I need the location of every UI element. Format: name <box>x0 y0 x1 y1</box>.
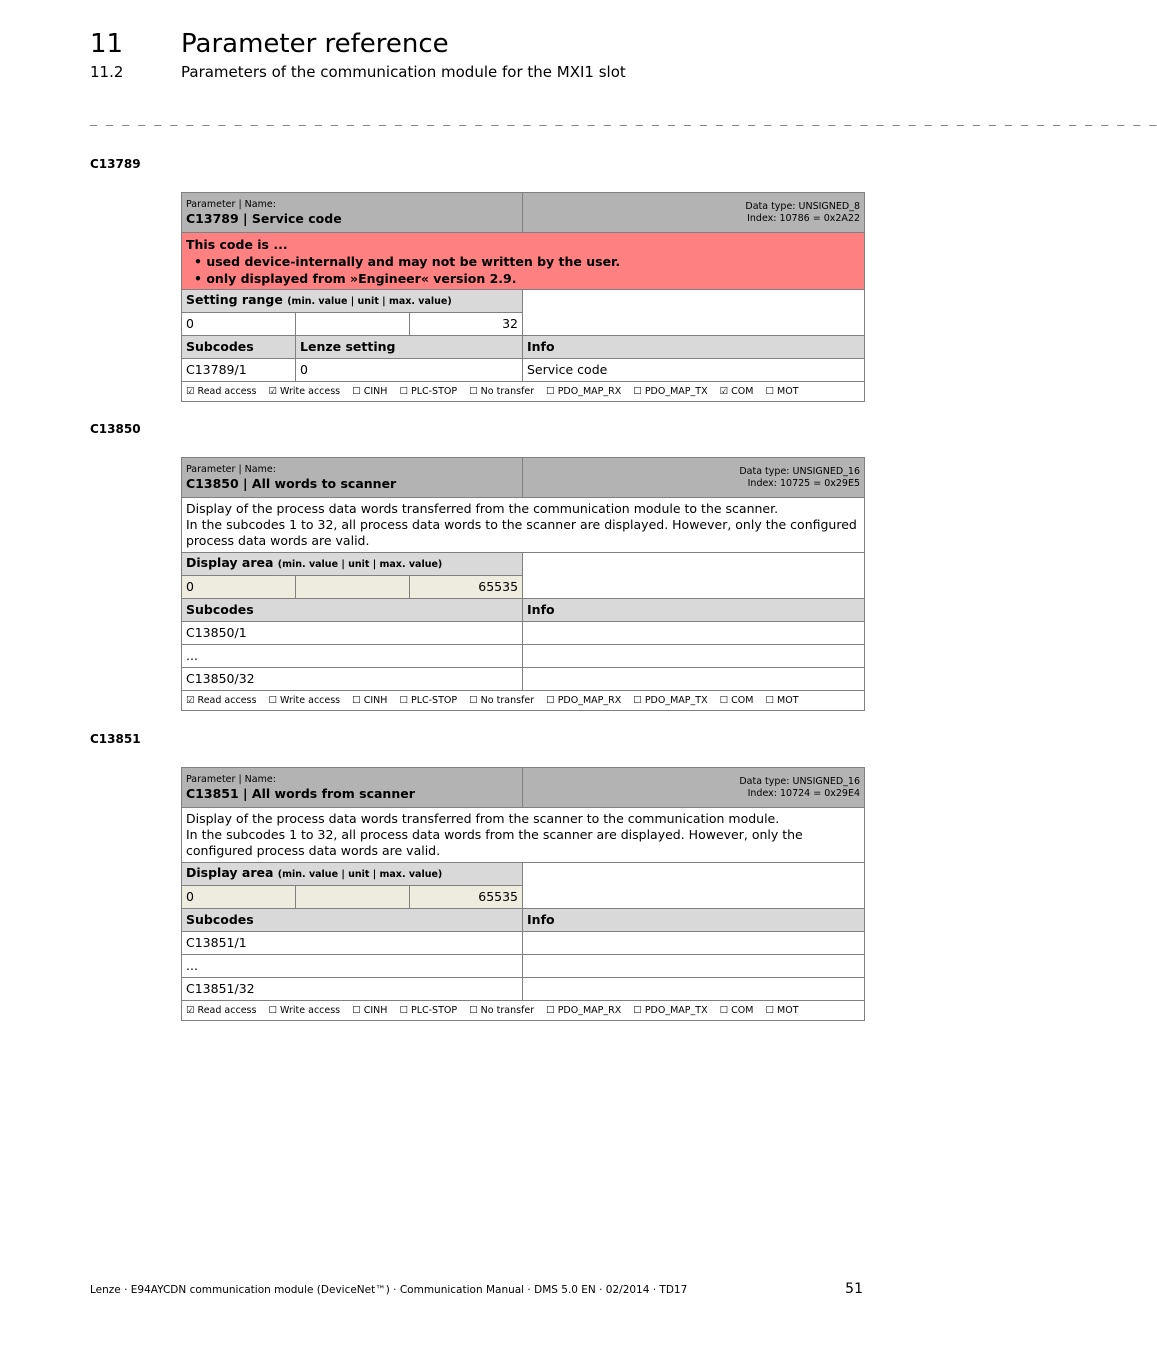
col-subcodes: Subcodes <box>182 909 523 932</box>
warning-title: This code is ... <box>186 236 288 252</box>
flag-no-transfer: ☐ No transfer <box>469 386 535 397</box>
description-row <box>182 498 865 553</box>
table-row <box>182 955 865 978</box>
flag-com: ☐ COM <box>719 1005 754 1016</box>
param-label: Parameter | Name: <box>186 198 276 210</box>
range-label-row <box>182 553 865 576</box>
description-text: Display of the process data words transferred from the scanner to the communication module. <box>186 811 780 826</box>
footer-text: Lenze · E94AYCDN communication module (DeviceNet™) · Communication Manual · DMS 5.0 EN · 02/2014 · TD17 <box>90 1284 688 1296</box>
flag-no-transfer: ☐ No transfer <box>469 695 535 706</box>
range-max: 32 <box>410 313 523 336</box>
range-max: 65535 <box>410 886 523 909</box>
flag-pdo-map-rx: ☐ PDO_MAP_RX <box>546 386 622 397</box>
chapter-title: Parameter reference <box>181 29 449 59</box>
col-info: Info <box>523 909 865 932</box>
chapter-number: 11 <box>90 29 124 59</box>
lenze-setting: 0 <box>296 359 523 382</box>
col-subcodes: Subcodes <box>182 336 296 359</box>
table-row <box>182 668 865 691</box>
flag-mot: ☐ MOT <box>765 386 799 397</box>
description-text: Display of the process data words transferred from the communication module to the scanner. <box>186 501 779 516</box>
param-table-c13850 <box>181 457 865 711</box>
description-row <box>182 808 865 863</box>
range-hint: (min. value | unit | max. value) <box>287 296 452 307</box>
data-type: Data type: UNSIGNED_8 <box>745 200 860 212</box>
flag-write-access: ☐ Write access <box>268 695 341 706</box>
flag-pdo-map-tx: ☐ PDO_MAP_TX <box>633 386 708 397</box>
range-label: Display area <box>186 555 274 570</box>
param-header-row <box>182 458 865 498</box>
flags-row <box>182 691 865 711</box>
range-hint: (min. value | unit | max. value) <box>277 869 443 880</box>
subcode-header-row <box>182 599 865 622</box>
flag-cinh: ☐ CINH <box>352 386 388 397</box>
subcode-header-row <box>182 909 865 932</box>
flag-com: ☑ COM <box>719 386 754 397</box>
range-max: 65535 <box>410 576 523 599</box>
table-row <box>182 978 865 1001</box>
param-name: C13850 | All words to scanner <box>186 475 397 491</box>
flag-plc-stop: ☐ PLC-STOP <box>399 1005 458 1016</box>
param-header-row <box>182 193 865 233</box>
param-index: Index: 10724 = 0x29E4 <box>747 787 861 799</box>
subcode-header-row <box>182 336 865 359</box>
data-type: Data type: UNSIGNED_16 <box>739 465 861 477</box>
flag-cinh: ☐ CINH <box>352 695 388 706</box>
subcode-info <box>523 622 865 645</box>
flag-write-access: ☐ Write access <box>268 1005 341 1016</box>
warning-row <box>182 233 865 290</box>
range-label-row <box>182 863 865 886</box>
section-title: Parameters of the communication module for the MXI1 slot <box>181 63 626 81</box>
param-table-c13851 <box>181 767 865 1021</box>
param-name: C13851 | All words from scanner <box>186 785 415 801</box>
flag-pdo-map-rx: ☐ PDO_MAP_RX <box>546 695 622 706</box>
col-info: Info <box>523 336 865 359</box>
param-index: Index: 10786 = 0x2A22 <box>747 212 860 224</box>
range-label: Display area <box>186 865 274 880</box>
col-subcodes: Subcodes <box>182 599 523 622</box>
code-heading: C13850 <box>90 422 141 436</box>
subcode: C13850/1 <box>182 622 523 645</box>
param-label: Parameter | Name: <box>186 773 276 785</box>
subcode: C13851/32 <box>182 978 523 1001</box>
table-row <box>182 645 865 668</box>
flag-no-transfer: ☐ No transfer <box>469 1005 535 1016</box>
flag-read-access: ☑ Read access <box>186 695 257 706</box>
table-row <box>182 359 865 382</box>
code-heading: C13851 <box>90 732 141 746</box>
range-empty-cell <box>523 290 865 336</box>
param-table-c13789 <box>181 192 865 402</box>
param-label: Parameter | Name: <box>186 463 276 475</box>
flag-pdo-map-tx: ☐ PDO_MAP_TX <box>633 1005 708 1016</box>
flag-mot: ☐ MOT <box>765 695 799 706</box>
range-unit <box>296 576 410 599</box>
range-min: 0 <box>182 313 296 336</box>
subcode-info <box>523 978 865 1001</box>
flags-row <box>182 382 865 402</box>
subcode: ... <box>182 955 523 978</box>
flag-plc-stop: ☐ PLC-STOP <box>399 695 458 706</box>
subcode: C13789/1 <box>182 359 296 382</box>
range-label-row <box>182 290 865 313</box>
subcode-info: Service code <box>523 359 865 382</box>
flag-read-access: ☑ Read access <box>186 1005 257 1016</box>
header-separator: _ _ _ _ _ _ _ _ _ _ _ _ _ _ _ _ _ _ _ _ _ _ _ _ _ _ _ _ _ _ _ _ _ _ _ _ _ _ _ _ _ _ _ _ _ _ _ _ _ _ _ _ _ _ _ _ _ _ _ _ _ _ _ _ _ _ _ <box>90 112 1157 126</box>
range-unit <box>296 886 410 909</box>
range-label: Setting range <box>186 292 283 307</box>
range-min: 0 <box>182 886 296 909</box>
range-unit <box>296 313 410 336</box>
param-index: Index: 10725 = 0x29E5 <box>747 477 861 489</box>
data-type: Data type: UNSIGNED_16 <box>739 775 861 787</box>
flag-plc-stop: ☐ PLC-STOP <box>399 386 458 397</box>
range-empty-cell <box>523 553 865 599</box>
param-header-row <box>182 768 865 808</box>
col-info: Info <box>523 599 865 622</box>
table-row <box>182 932 865 955</box>
range-empty-cell <box>523 863 865 909</box>
flag-com: ☐ COM <box>719 695 754 706</box>
subcode: ... <box>182 645 523 668</box>
param-name: C13789 | Service code <box>186 210 342 226</box>
subcode-info <box>523 645 865 668</box>
col-lenze-setting: Lenze setting <box>296 336 523 359</box>
description-text: In the subcodes 1 to 32, all process data words from the scanner are displayed. However, only the configured process data words are valid. <box>186 827 803 858</box>
code-heading: C13789 <box>90 157 141 171</box>
subcode-info <box>523 955 865 978</box>
flags-row <box>182 1001 865 1021</box>
warning-line: • used device-internally and may not be written by the user. <box>194 253 621 269</box>
flag-mot: ☐ MOT <box>765 1005 799 1016</box>
subcode: C13850/32 <box>182 668 523 691</box>
warning-line: • only displayed from »Engineer« version 2.9. <box>194 270 517 286</box>
subcode-info <box>523 932 865 955</box>
flag-pdo-map-tx: ☐ PDO_MAP_TX <box>633 695 708 706</box>
subcode-info <box>523 668 865 691</box>
range-min: 0 <box>182 576 296 599</box>
flag-cinh: ☐ CINH <box>352 1005 388 1016</box>
flag-read-access: ☑ Read access <box>186 386 257 397</box>
subcode: C13851/1 <box>182 932 523 955</box>
table-row <box>182 622 865 645</box>
flag-pdo-map-rx: ☐ PDO_MAP_RX <box>546 1005 622 1016</box>
section-number: 11.2 <box>90 63 124 81</box>
page-number: 51 <box>845 1281 863 1297</box>
range-hint: (min. value | unit | max. value) <box>277 559 443 570</box>
description-text: In the subcodes 1 to 32, all process data words to the scanner are displayed. However, only the configured process data words are valid. <box>186 517 857 548</box>
flag-write-access: ☑ Write access <box>268 386 341 397</box>
